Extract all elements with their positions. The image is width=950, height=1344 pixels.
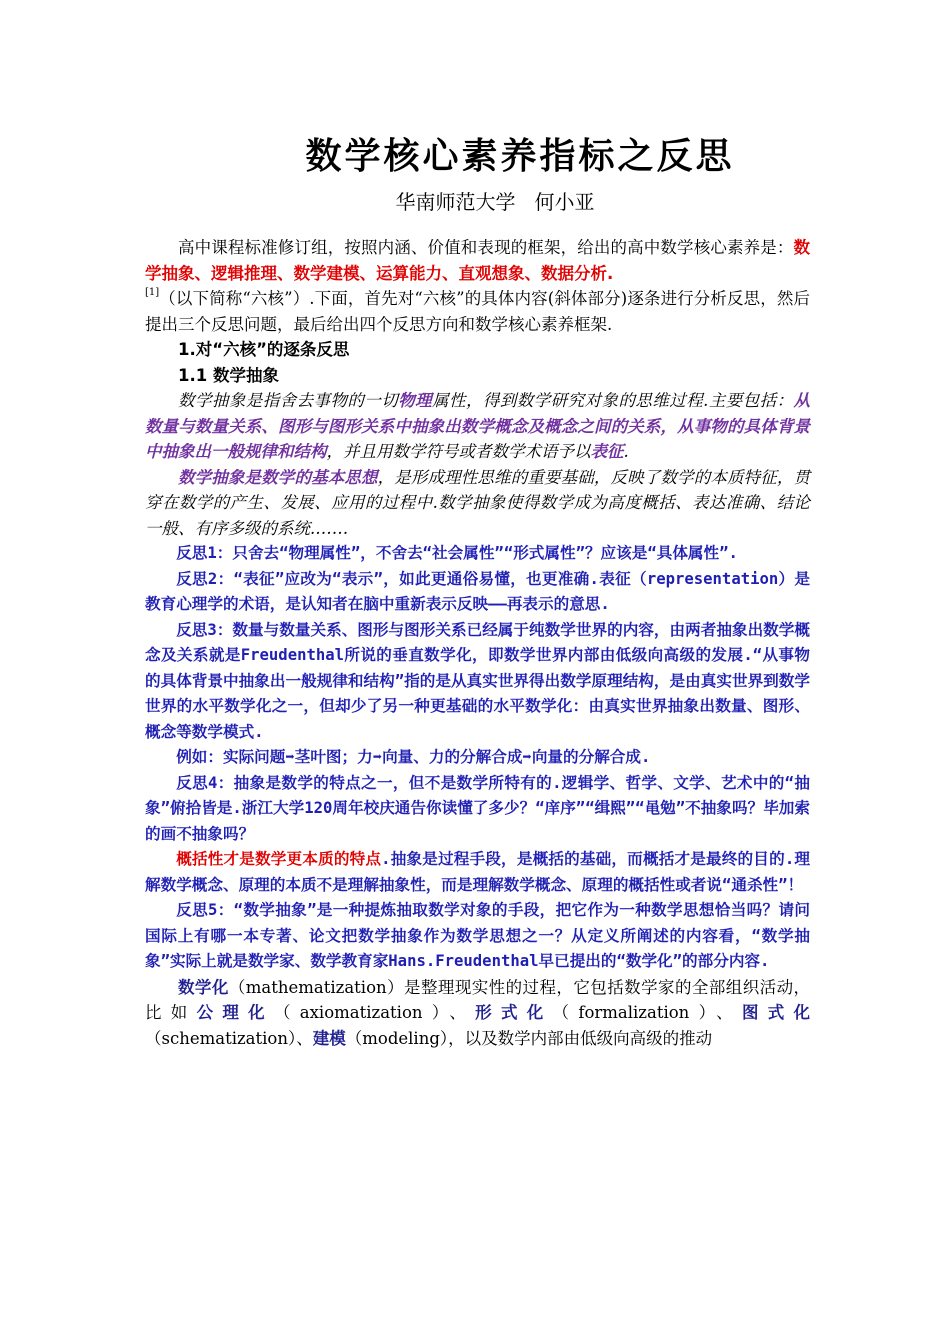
- generality-highlight: 概括性才是数学更本质的特点: [176, 850, 382, 868]
- math-text-3: （formalization）、: [552, 1003, 742, 1022]
- reflection-1: 反思1：只舍去“物理属性”，不舍去“社会属性”“形式属性”？应该是“具体属性”.: [176, 544, 738, 562]
- core-literacies: 数学抽象、逻辑推理、数学建模、运算能力、直观想象、数据分析.: [145, 238, 810, 283]
- intro-text-2: （以下简称“六核”）.下面，首先对“六核”的具体内容(斜体部分)逐条进行分析反思，然后提出三个反思问题，最后给出四个反思方向和数学核心素养框架.: [145, 289, 810, 334]
- math-text-2: （axiomatization）、: [273, 1003, 476, 1022]
- math-term-4: 图式化: [741, 1003, 811, 1022]
- intro-text: 高中课程标准修订组，按照内涵、价值和表现的框架，给出的高中数学核心素养是：: [178, 238, 794, 257]
- reflection-2: 反思2：“表征”应改为“表示”，如此更通俗易懂，也更准确.表征（representation）是教育心理学的术语，是认知者在脑中重新表示反映——再表示的意思.: [145, 569, 810, 613]
- reflection-3: 反思3：数量与数量关系、图形与图形关系已经属于纯数学世界的内容，由两者抽象出数学概念及关系就是Freudenthal所说的垂直数学化，即数学世界内部由低级向高级的发展.“从事物的具体背景中抽象出一般规律和结构”指的是从真实世界得出数学原理结构，是由真实世界到数学世界的水平数学化之一，但却少了另一种更基础的水平数学化：由真实世界抽象出数量、图形、概念等数学模式.: [145, 620, 810, 741]
- def-highlight-2: 从数量与数量关系、图形与图形关系中抽象出数学概念及概念之间的关系，从事物的具体背景中抽象出一般规律和结构: [145, 391, 811, 461]
- math-term-3: 形式化: [475, 1003, 553, 1022]
- reflection-5: 反思5：“数学抽象”是一种提炼抽取数学对象的手段，把它作为一种数学思想恰当吗？请问国际上有哪一本专著、论文把数学抽象作为数学思想之一？从定义所阐述的内容看，“数学抽象”实际上就是数学家、数学教育家Hans.Freudenthal早已提出的“数学化”的部分内容.: [145, 901, 810, 970]
- generality-paragraph: [145, 847, 810, 898]
- def-highlight-3: 表征: [590, 442, 624, 461]
- intro-paragraph: [145, 235, 810, 337]
- mathematization-paragraph: [145, 975, 810, 1052]
- basic-text: ，是形成理性思维的重要基础，反映了数学的本质特征，贯穿在数学的产生、发展、应用的过程中.数学抽象使得数学成为高度概括、表达准确、结论一般、有序多级的系统.……: [145, 467, 811, 538]
- basic-highlight: 数学抽象是数学的基本思想: [178, 467, 378, 487]
- def-text-2: 属性，得到数学研究对象的思维过程.主要包括：: [432, 391, 794, 410]
- math-term-5: 建模: [312, 1028, 346, 1048]
- math-term-1: 数学化: [178, 977, 229, 997]
- document-body: [145, 235, 810, 1051]
- math-term-2: 公理化: [196, 1003, 274, 1022]
- reference-marker: [1]: [145, 287, 160, 298]
- def-highlight-1: 物理: [398, 391, 433, 410]
- author-line: 华南师范大学 何小亚: [395, 190, 595, 214]
- page-title: 数学核心素养指标之反思: [305, 136, 735, 177]
- math-text-1: （mathematization）是整理现实性的过程，它包括数学家的全部组织活动，比如: [145, 977, 810, 1022]
- section-heading-1-1: 1.1 数学抽象: [178, 365, 279, 385]
- def-text-1: 数学抽象是指舍去事物的一切: [178, 391, 399, 410]
- math-text-4: （schematization）、: [145, 1028, 313, 1048]
- def-text-3: ，并且用数学符号或者数学术语予以: [326, 442, 591, 461]
- generality-text: .抽象是过程手段，是概括的基础，而概括才是最终的目的.理解数学概念、原理的本质不是理解抽象性，而是理解数学概念、原理的概括性或者说“通杀性”！: [145, 850, 810, 894]
- example-line: 例如：实际问题➡茎叶图；力➡向量、力的分解合成➡向量的分解合成.: [176, 748, 651, 766]
- definition-paragraph: [145, 388, 810, 465]
- basic-idea-paragraph: [145, 465, 810, 542]
- def-text-4: .: [623, 442, 629, 461]
- section-heading-1: 1.对“六核”的逐条反思: [178, 340, 350, 359]
- reflection-4: 反思4：抽象是数学的特点之一，但不是数学所特有的.逻辑学、哲学、文学、艺术中的“抽象”俯拾皆是.浙江大学120周年校庆通告你读懂了多少？“庠序”“缉熙”“黾勉”不抽象吗？毕加索的画不抽象吗？: [145, 773, 810, 843]
- math-text-5: （modeling），以及数学内部由低级向高级的推动: [345, 1028, 713, 1048]
